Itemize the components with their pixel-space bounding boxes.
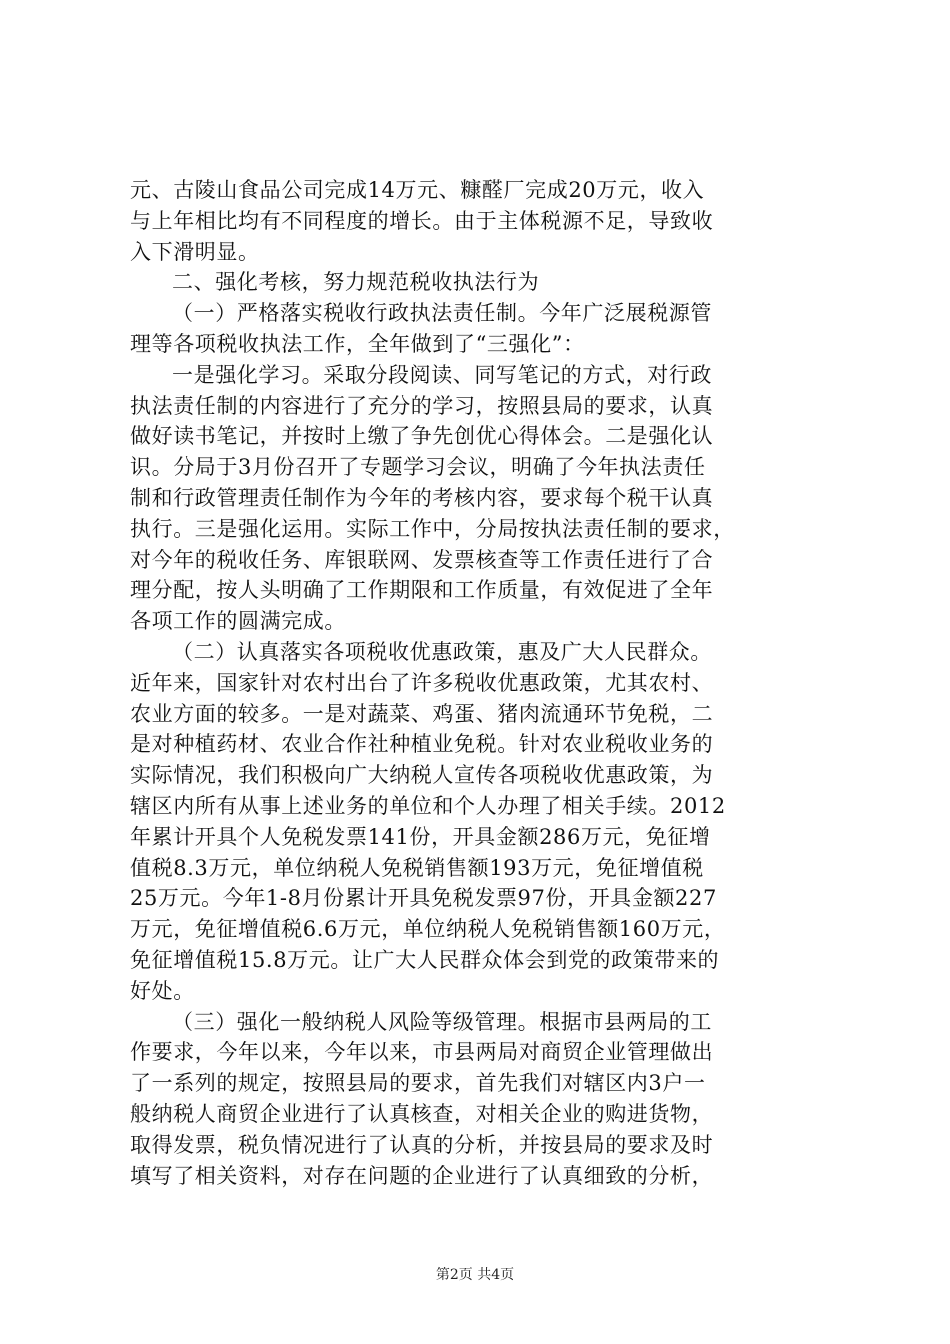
- text-line: 万元，免征增值税6.6万元，单位纳税人免税销售额160万元，: [130, 917, 726, 942]
- text-line: 做好读书笔记，并按时上缴了争先创优心得体会。二是强化认: [130, 424, 714, 449]
- subsection-heading: （二）认真落实各项税收优惠政策，惠及广大人民群众。: [172, 639, 712, 664]
- text-line: 作要求，今年以来，今年以来，市县两局对商贸企业管理做出: [130, 1040, 714, 1065]
- text-line: 与上年相比均有不同程度的增长。由于主体税源不足，导致收: [130, 208, 714, 233]
- text-line: 入下滑明显。: [130, 239, 260, 264]
- document-body: [130, 175, 830, 1191]
- text-line: 执法责任制的内容进行了充分的学习，按照县局的要求，认真: [130, 393, 714, 418]
- text-line: 填写了相关资料，对存在问题的企业进行了认真细致的分析，: [130, 1163, 714, 1188]
- text-line: 近年来，国家针对农村出台了许多税收优惠政策，尤其农村、: [130, 670, 714, 695]
- text-line: 值税8.3万元，单位纳税人免税销售额193万元，免征增值税: [130, 855, 704, 880]
- text-line: 免征增值税15.8万元。让广大人民群众体会到党的政策带来的: [130, 947, 720, 972]
- text-line: 年累计开具个人免税发票141份，开具金额286万元，免征增: [130, 824, 711, 849]
- paragraph-start: 一是强化学习。采取分段阅读、同写笔记的方式，对行政: [172, 362, 712, 387]
- text-line: 般纳税人商贸企业进行了认真核查，对相关企业的购进货物，: [130, 1101, 714, 1126]
- text-line: 理分配，按人头明确了工作期限和工作质量，有效促进了全年: [130, 578, 714, 603]
- text-line: 实际情况，我们积极向广大纳税人宣传各项税收优惠政策，为: [130, 763, 714, 788]
- text-line: 理等各项税收执法工作，全年做到了“三强化”：: [130, 331, 585, 356]
- text-line: 取得发票，税负情况进行了认真的分析，并按县局的要求及时: [130, 1132, 714, 1157]
- text-line: 对今年的税收任务、库银联网、发票核查等工作责任进行了合: [130, 547, 714, 572]
- page-number-footer: 第2页 共4页: [435, 1267, 515, 1283]
- text-line: 是对种植药材、农业合作社种植业免税。针对农业税收业务的: [130, 732, 714, 757]
- subsection-heading: （三）强化一般纳税人风险等级管理。根据市县两局的工: [172, 1009, 712, 1034]
- text-line: 了一系列的规定，按照县局的要求，首先我们对辖区内3户一: [130, 1071, 706, 1096]
- text-line: 25万元。今年1-8月份累计开具免税发票97份，开具金额227: [130, 886, 717, 911]
- text-line: 元、古陵山食品公司完成14万元、糠醛厂完成20万元，收入: [130, 178, 705, 202]
- text-line: 各项工作的圆满完成。: [130, 609, 346, 634]
- text-line: 农业方面的较多。一是对蔬菜、鸡蛋、猪肉流通环节免税，二: [130, 701, 714, 726]
- text-line: 好处。: [130, 978, 195, 1003]
- text-line: 辖区内所有从事上述业务的单位和个人办理了相关手续。2012: [130, 793, 726, 818]
- section-heading: 二、强化考核，努力规范税收执法行为: [172, 270, 540, 295]
- text-line: 识。分局于3月份召开了专题学习会议，明确了今年执法责任: [130, 455, 706, 480]
- subsection-heading: （一）严格落实税收行政执法责任制。今年广泛展税源管: [172, 301, 712, 326]
- text-line: 执行。三是强化运用。实际工作中，分局按执法责任制的要求，: [130, 516, 735, 541]
- text-line: 制和行政管理责任制作为今年的考核内容，要求每个税干认真: [130, 485, 714, 510]
